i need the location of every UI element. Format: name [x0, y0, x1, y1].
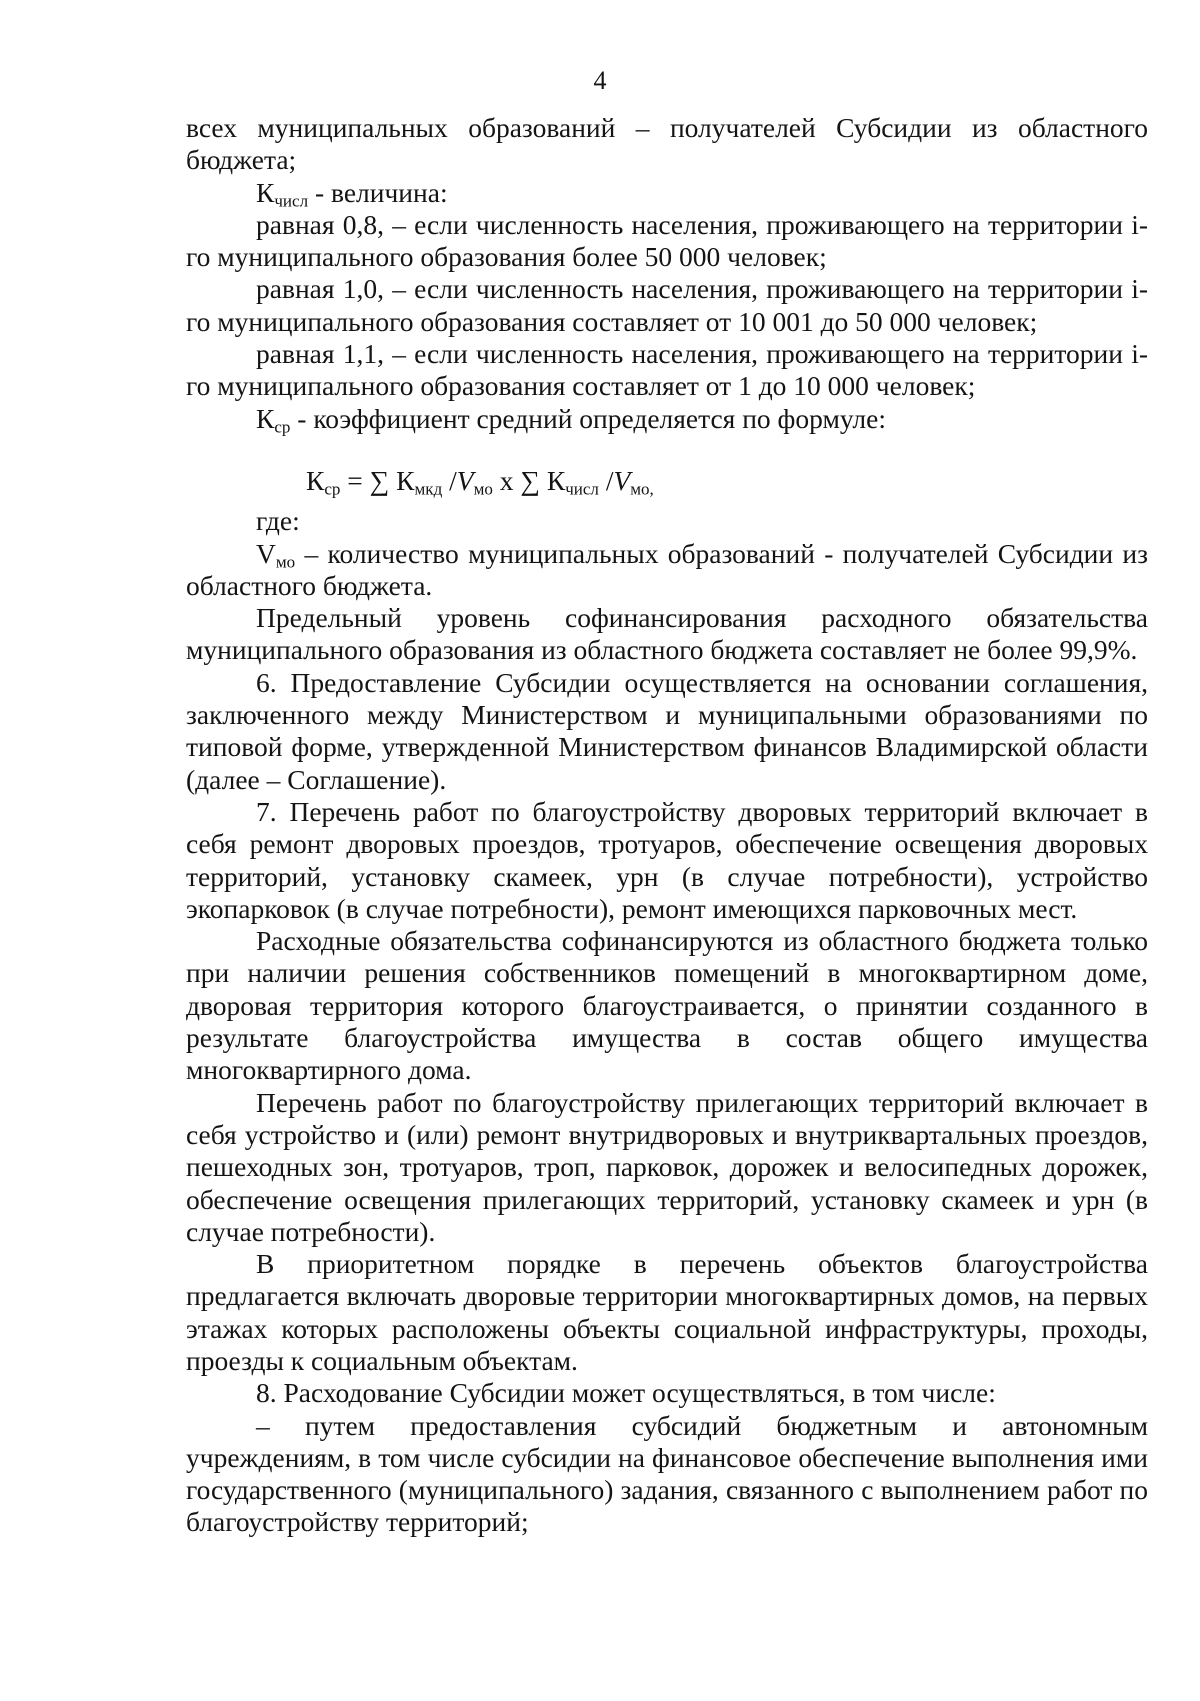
- paragraph-item-8-subitem-1: – путем предоставления субсидий бюджетным и автономным учреждениям, в том числе субсидии на финансовое обеспечение выполнения ими государственного (муниципального) задания, связанного с выполнением работ по благоустройству территорий;: [186, 1409, 1148, 1538]
- formula-k: К: [306, 464, 325, 496]
- vmo-symbol: V: [256, 537, 276, 569]
- formula-sub-chisl: числ: [565, 479, 599, 499]
- page-number: 4: [593, 66, 607, 95]
- vmo-text: – количество муниципальных образований - получателей Субсидии из областного бюджета.: [186, 537, 1148, 601]
- paragraph-value-1-1: равная 1,1, – если численность населения, проживающего на территории i-го муниципального образования составляет от 1 до 10 000 человек;: [186, 338, 1148, 402]
- formula-eq-sum: = ∑ К: [340, 464, 415, 496]
- formula-sub-mo-2: мо,: [630, 479, 654, 499]
- formula-sub-mkd: мкд: [414, 479, 443, 499]
- kchisl-subscript: числ: [274, 190, 309, 210]
- ksr-symbol: К: [256, 402, 275, 434]
- formula-slash-2: /: [598, 464, 614, 496]
- paragraph-item-8: 8. Расходование Субсидии может осуществляться, в том числе:: [256, 1377, 996, 1409]
- paragraph-obligations: Расходные обязательства софинансируются из областного бюджета только при наличии решения собственников помещений в многоквартирном доме, дворовая территория которого благоустраивается, о принятии созданного в результате благоустройства имущества в состав общего имущества многоквартирного дома.: [186, 925, 1148, 1086]
- paragraph-cofinancing-limit: Предельный уровень софинансирования расходного обязательства муниципального образования из областного бюджета составляет не более 99,9%.: [186, 602, 1148, 666]
- formula-v-1: V: [456, 464, 474, 496]
- paragraph-value-0-8: равная 0,8, – если численность населения, проживающего на территории i-го муниципального образования более 50 000 человек;: [186, 208, 1148, 273]
- formula-sub-sr: ср: [324, 479, 341, 499]
- paragraph-ksr-definition: [186, 403, 1148, 435]
- formula-slash-1: /: [442, 464, 457, 496]
- paragraph-where: где:: [256, 505, 300, 537]
- paragraph-item-7: 7. Перечень работ по благоустройству дворовых территорий включает в себя ремонт дворовых проездов, тротуаров, обеспечение освещения дворовых территорий, установку скамеек, урн (в случае потребности), устройство экопарковок (в случае потребности), ремонт имеющихся парковочных мест.: [186, 795, 1148, 924]
- paragraph-adjacent-territories: Перечень работ по благоустройству прилегающих территорий включает в себя устройство и (или) ремонт внутридворовых и внутриквартальных проездов, пешеходных зон, тротуаров, троп, парковок, дорожек и велосипедных дорожек, обеспечение освещения прилегающих территорий, установку скамеек и урн (в случае потребности).: [186, 1086, 1148, 1247]
- formula-v-2: V: [613, 464, 631, 496]
- paragraph-kchisl-definition: [186, 177, 1148, 209]
- kchisl-symbol: К: [256, 176, 275, 208]
- paragraph-municipalities-continuation: всех муниципальных образований – получателей Субсидии из областного бюджета;: [186, 112, 1148, 176]
- formula-x-sum: х ∑ К: [492, 464, 566, 496]
- ksr-subscript: ср: [274, 416, 291, 436]
- paragraph-vmo-definition: [186, 538, 1148, 603]
- vmo-subscript: мо: [275, 551, 296, 571]
- paragraph-item-6: 6. Предоставление Субсидии осуществляется на основании соглашения, заключенного между Министерством и муниципальными образованиями по типовой форме, утвержденной Министерством финансов Владимирской области (далее – Соглашение).: [186, 666, 1148, 795]
- ksr-formula: [186, 465, 1148, 497]
- paragraph-value-1-0: равная 1,0, – если численность населения, проживающего на территории i-го муниципального образования составляет от 10 001 до 50 000 человек;: [186, 273, 1148, 337]
- formula-sub-mo-1: мо: [473, 479, 493, 499]
- document-body: [186, 112, 1148, 1539]
- paragraph-priority: В приоритетном порядке в перечень объектов благоустройства предлагается включать дворовые территории многоквартирных домов, на первых этажах которых расположены объекты социальной инфраструктуры, проходы, проезды к социальным объектам.: [186, 1248, 1148, 1376]
- kchisl-text: - величина:: [308, 176, 448, 208]
- ksr-text: - коэффициент средний определяется по формуле:: [290, 402, 886, 434]
